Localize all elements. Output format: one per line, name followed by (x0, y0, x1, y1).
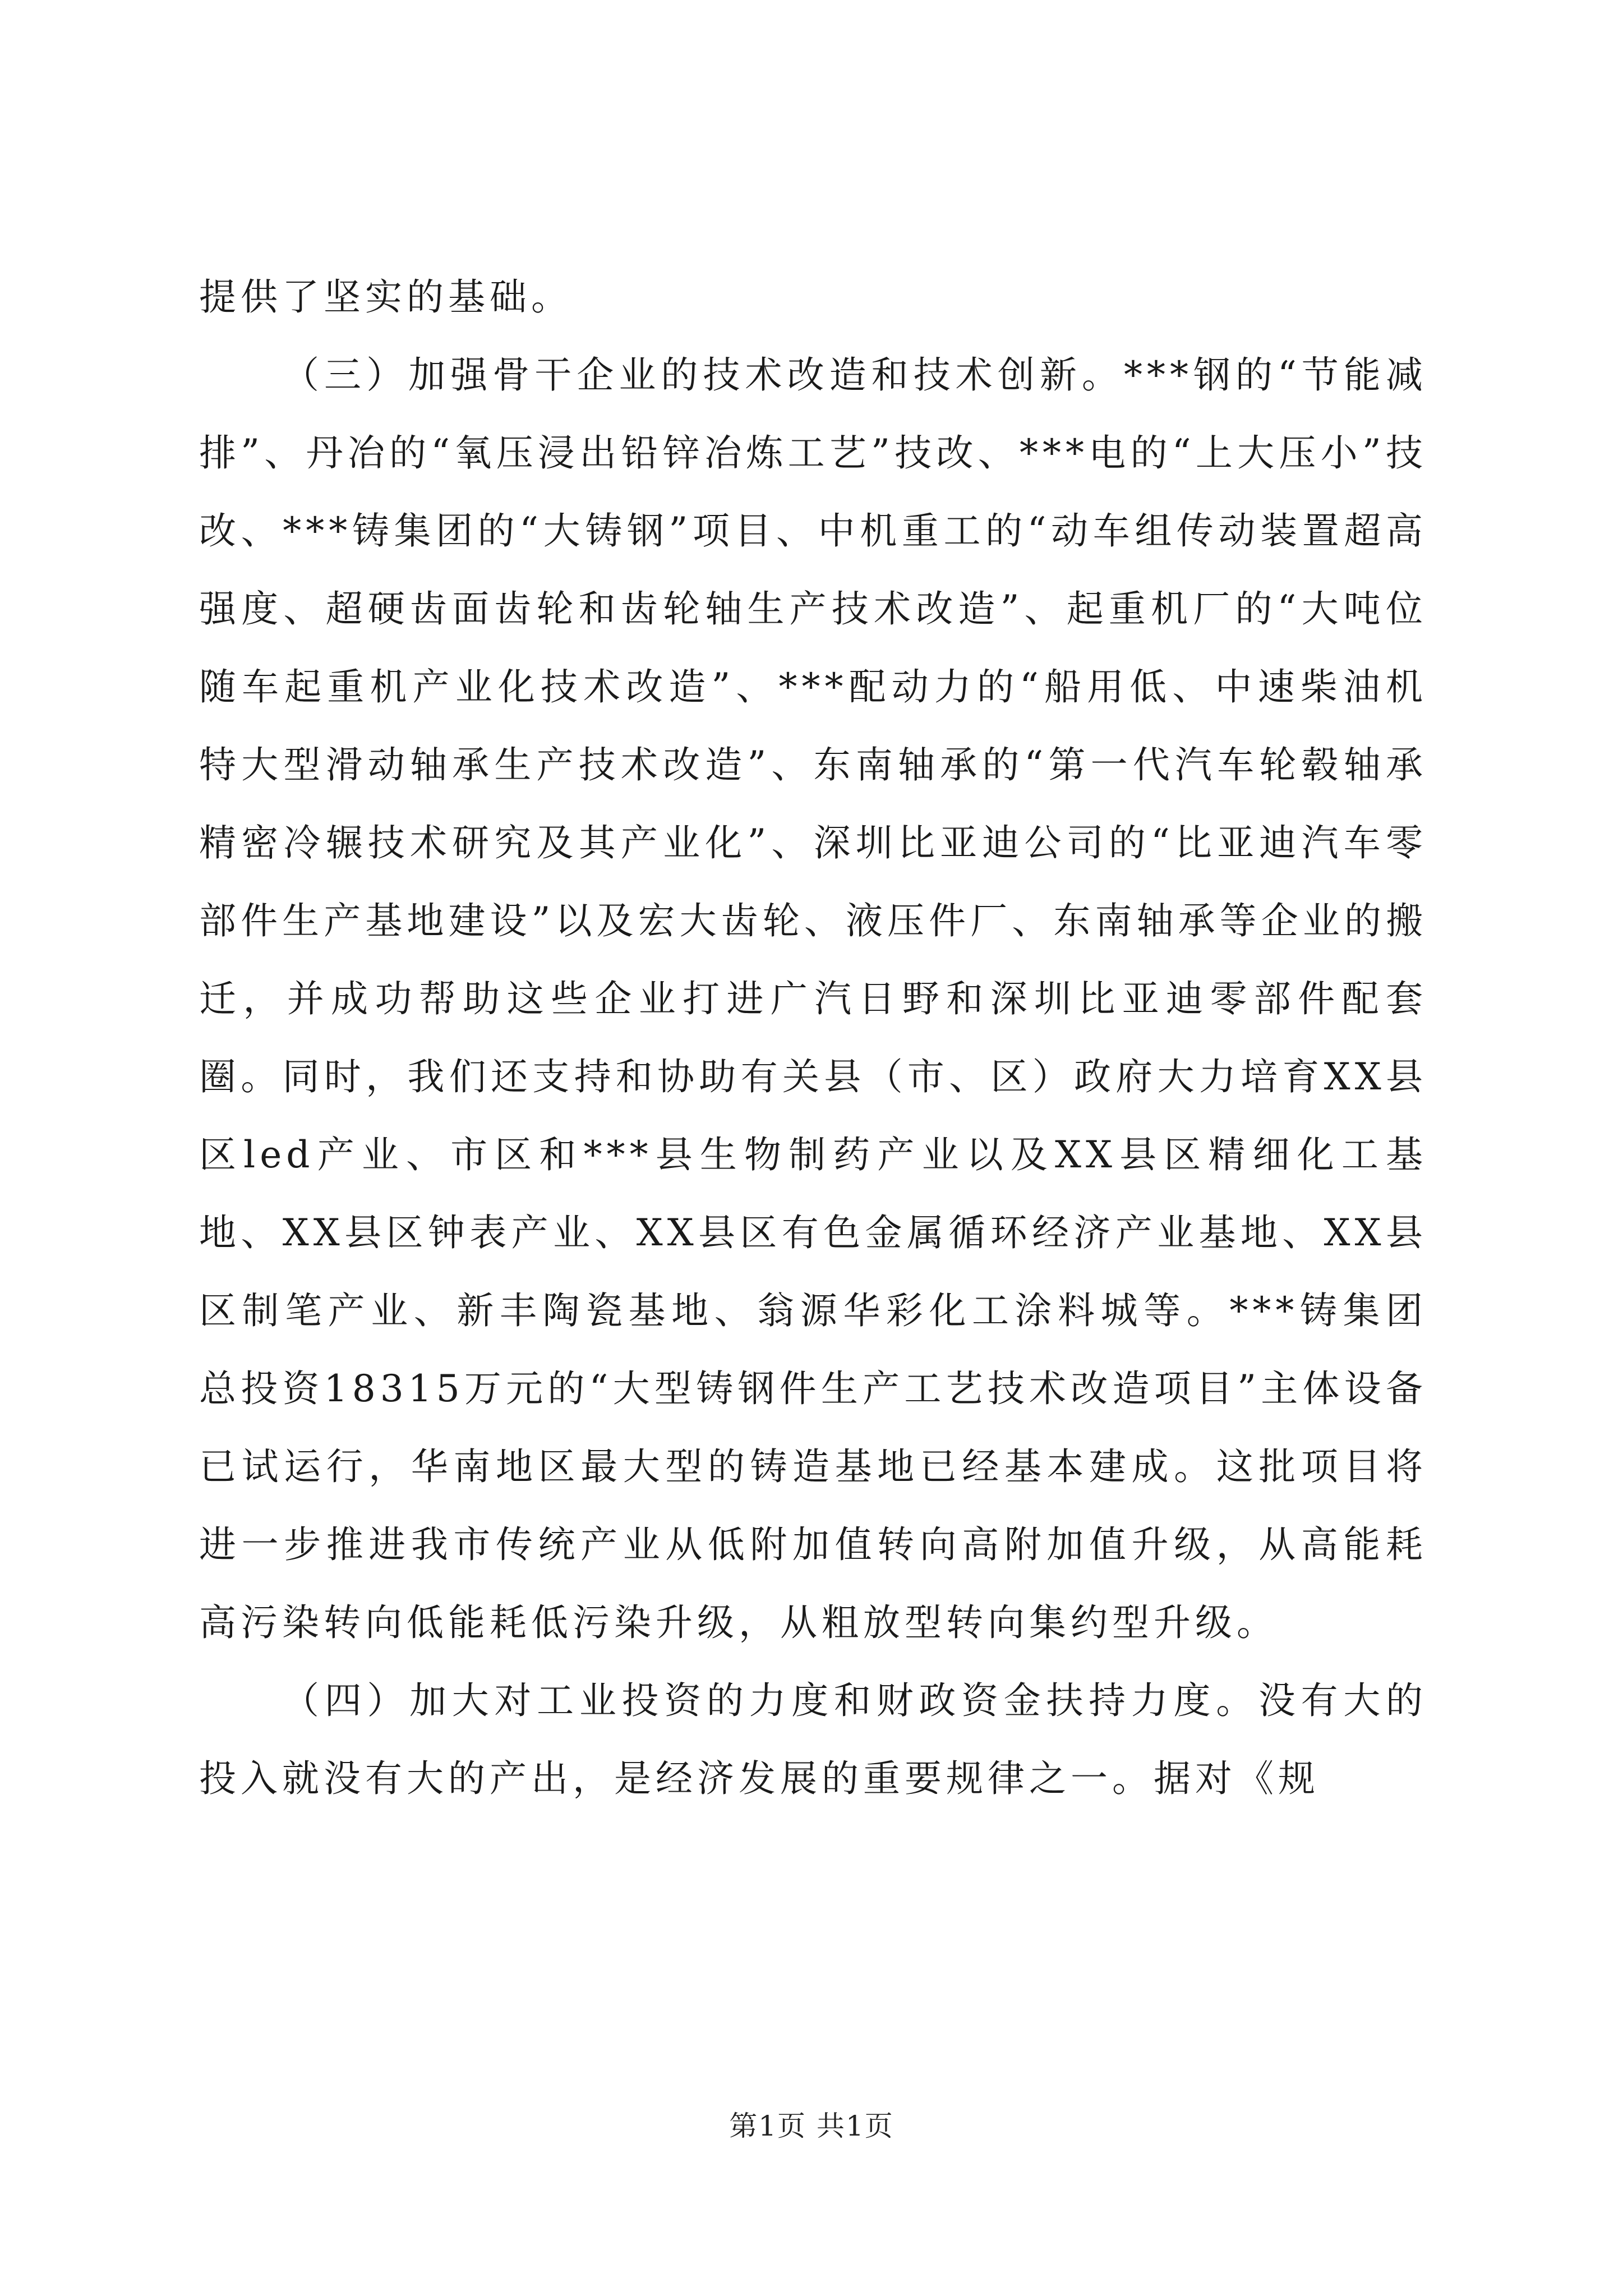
document-body (199, 258, 1427, 1818)
paragraph-section-four: （四）加大对工业投资的力度和财政资金扶持力度。没有大的投入就没有大的产出，是经济发展的重要规律之一。据对《规 (199, 1679, 1427, 1800)
paragraph-continuation: 提供了坚实的基础。 (199, 275, 573, 319)
page-footer: 第1页 共1页 (729, 2110, 894, 2142)
paragraph-section-three: （三）加强骨干企业的技术改造和技术创新。***钢的“节能减排”、丹冶的“氧压浸出铅锌冶炼工艺”技改、***电的“上大压小”技改、***铸集团的“大铸钢”项目、中机重工的“动车组传动装置超高强度、超硬齿面齿轮和齿轮轴生产技术改造”、起重机厂的“大吨位随车起重机产业化技术改造”、***配动力的“船用低、中速柴油机特大型滑动轴承生产技术改造”、东南轴承的“第一代汽车轮毂轴承精密冷辗技术研究及其产业化”、深圳比亚迪公司的“比亚迪汽车零部件生产基地建设”以及宏大齿轮、液压件厂、东南轴承等企业的搬迁，并成功帮助这些企业打进广汽日野和深圳比亚迪零部件配套圈。同时，我们还支持和协助有关县（市、区）政府大力培育XX县区led产业、市区和***县生物制药产业以及XX县区精细化工基地、XX县区钟表产业、XX县区有色金属循环经济产业基地、XX县区制笔产业、新丰陶瓷基地、翁源华彩化工涂料城等。***铸集团总投资18315万元的“大型铸钢件生产工艺技术改造项目”主体设备已试运行，华南地区最大型的铸造基地已经基本建成。这批项目将进一步推进我市传统产业从低附加值转向高附加值升级，从高能耗高污染转向低能耗低污染升级，从粗放型转向集约型升级。 (199, 353, 1427, 1644)
